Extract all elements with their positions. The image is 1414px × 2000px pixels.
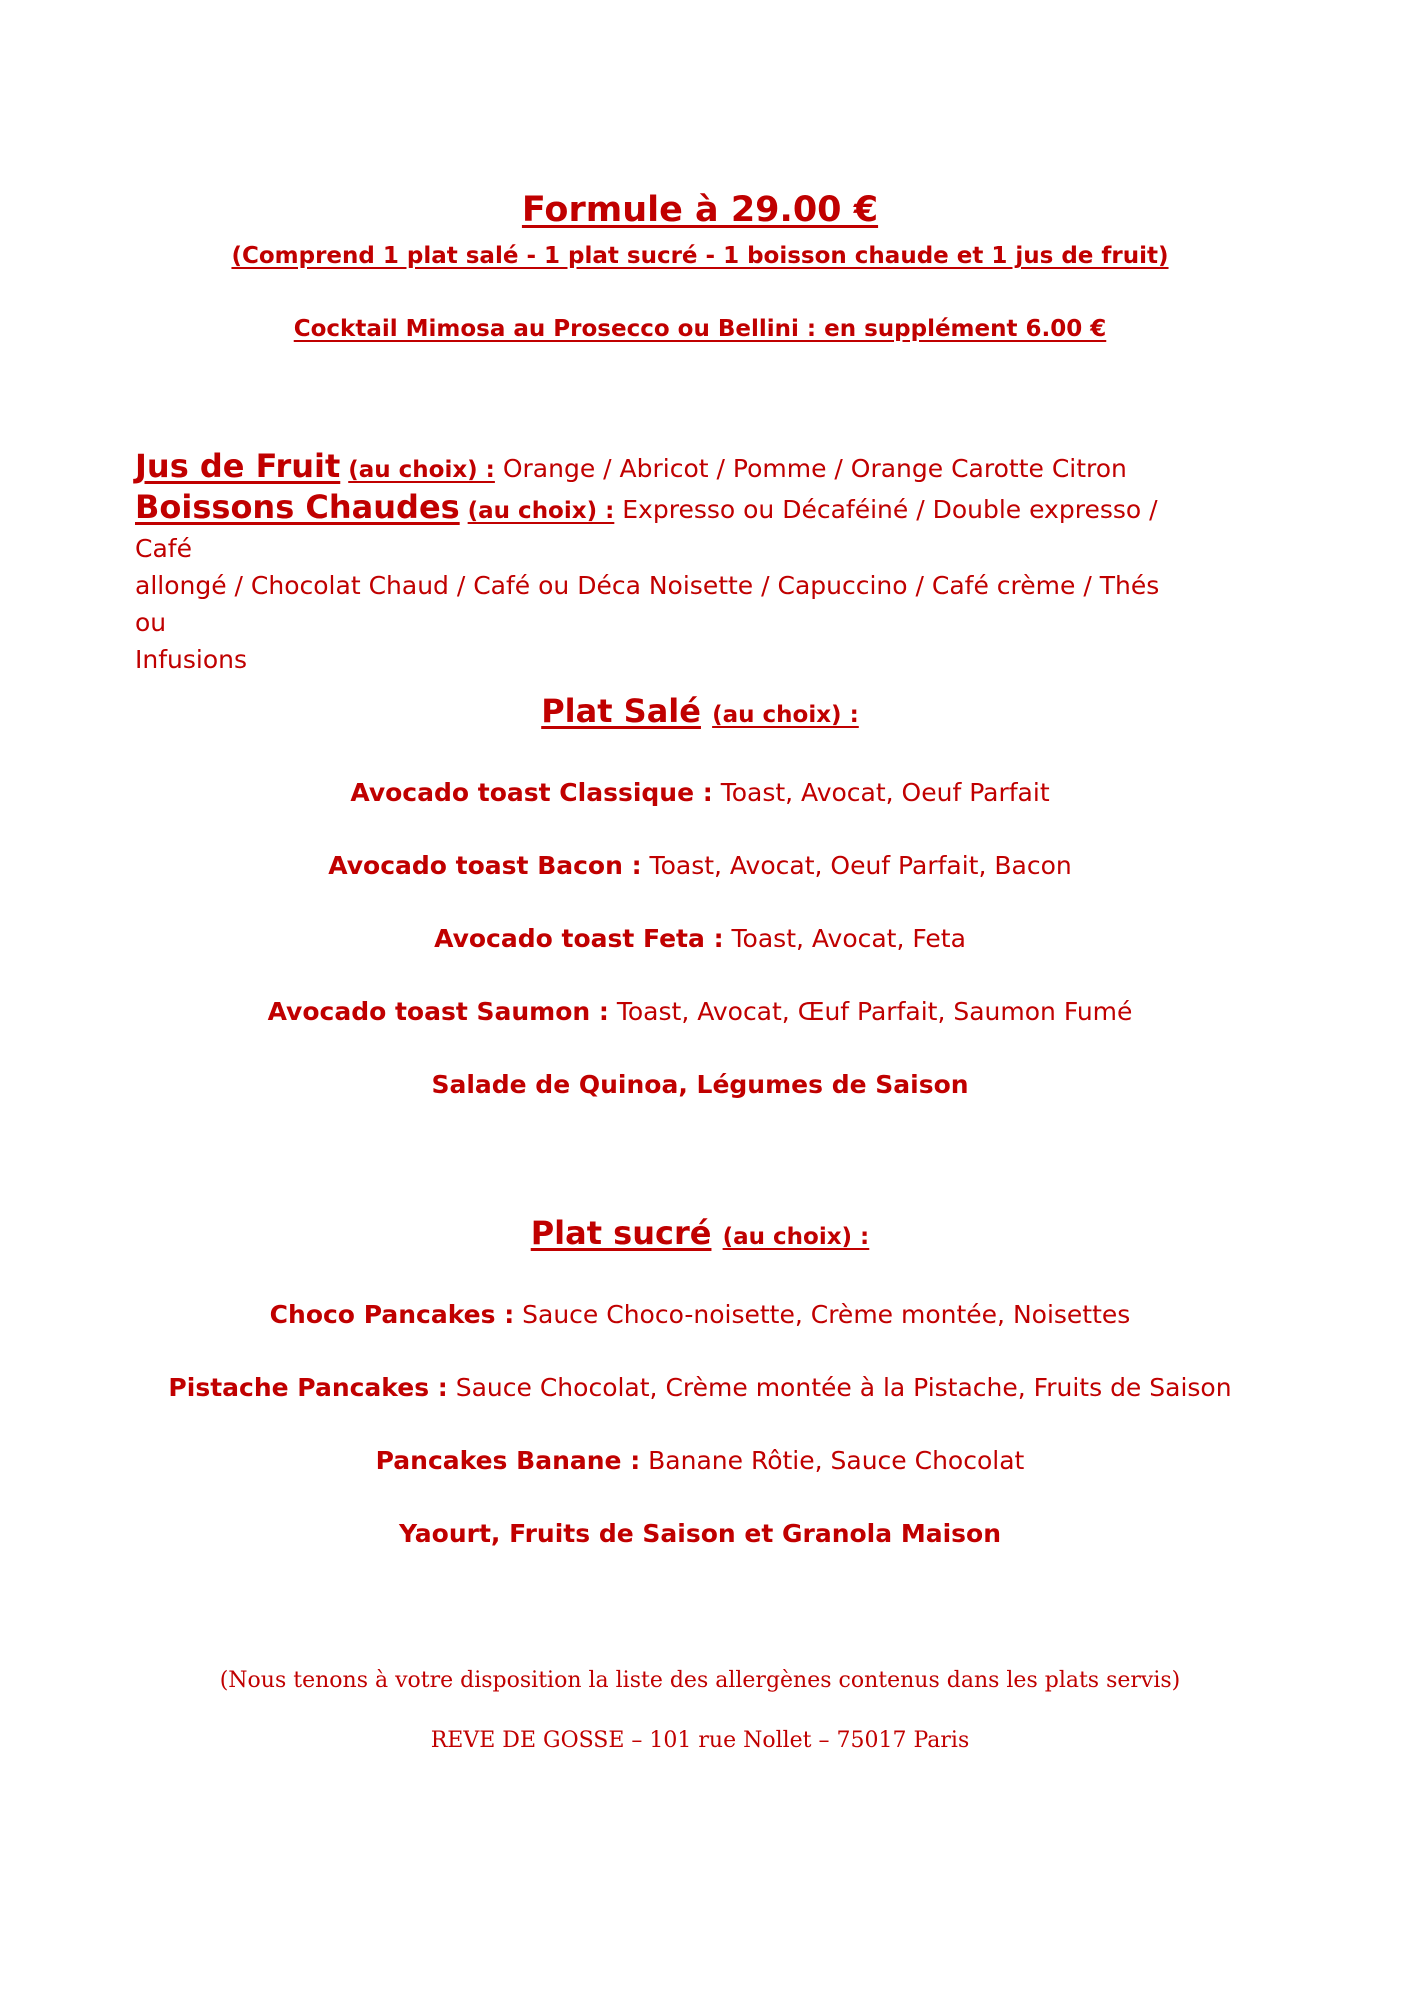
drinks-section <box>135 448 1195 678</box>
cocktail-supplement: Cocktail Mimosa au Prosecco ou Bellini : en supplément 6.00 € <box>293 316 1107 342</box>
dish-choco-pancakes <box>0 1300 1400 1329</box>
plat-sale-title: Plat Salé <box>541 692 701 730</box>
plat-sale-choix: (au choix) : <box>712 702 859 728</box>
jus-heading: Jus de Fruit <box>135 447 341 485</box>
dish-avocado-classique <box>0 778 1400 807</box>
dish-pistache-pancakes <box>0 1373 1400 1402</box>
dish-name: Avocado toast Feta : <box>434 924 724 953</box>
dish-desc: Sauce Chocolat, Crème montée à la Pistache, Fruits de Saison <box>447 1373 1232 1402</box>
boissons-choix: (au choix) : <box>467 498 615 524</box>
boissons-heading: Boissons Chaudes <box>135 488 460 526</box>
boissons-items-2: allongé / Chocolat Chaud / Café ou Déca Noisette / Capuccino / Café crème / Thés ou <box>135 571 1160 637</box>
dish-name: Pistache Pancakes : <box>168 1373 448 1402</box>
dish-desc: Toast, Avocat, Feta <box>723 924 966 953</box>
formule-subtitle: (Comprend 1 plat salé - 1 plat sucré - 1 boisson chaude et 1 jus de fruit) <box>231 243 1169 269</box>
dish-avocado-saumon <box>0 997 1400 1026</box>
dish-salade-quinoa <box>0 1070 1400 1099</box>
dish-desc: Banane Rôtie, Sauce Chocolat <box>640 1446 1025 1475</box>
plat-sale-heading <box>0 692 1400 730</box>
dish-pancakes-banane <box>0 1446 1400 1475</box>
boissons-line-1 <box>135 489 1195 567</box>
dish-name: Avocado toast Saumon : <box>267 997 609 1026</box>
plat-sucre-title: Plat sucré <box>530 1214 712 1252</box>
dish-avocado-feta <box>0 924 1400 953</box>
jus-line <box>135 448 1195 489</box>
dish-yaourt-granola <box>0 1519 1400 1548</box>
jus-choix: (au choix) : <box>348 457 495 483</box>
dish-name: Yaourt, Fruits de Saison et Granola Maison <box>398 1519 1001 1548</box>
dish-desc: Toast, Avocat, Oeuf Parfait <box>712 778 1050 807</box>
plat-sucre-choix: (au choix) : <box>722 1224 870 1250</box>
dish-name: Choco Pancakes : <box>269 1300 515 1329</box>
boissons-items-1: Expresso ou Décaféiné / Double expresso / Café <box>135 495 1158 563</box>
plat-sucre-heading <box>0 1214 1400 1252</box>
allergens-note: (Nous tenons à votre disposition la liste des allergènes contenus dans les plats servis) <box>219 1668 1181 1693</box>
boissons-items-3: Infusions <box>135 645 247 674</box>
restaurant-address: REVE DE GOSSE – 101 rue Nollet – 75017 Paris <box>430 1728 970 1753</box>
dish-desc: Toast, Avocat, Œuf Parfait, Saumon Fumé <box>608 997 1133 1026</box>
dish-name: Avocado toast Classique : <box>350 778 713 807</box>
dish-desc: Sauce Choco-noisette, Crème montée, Noisettes <box>514 1300 1131 1329</box>
formule-title: Formule à 29.00 € <box>521 190 879 230</box>
dish-desc: Toast, Avocat, Oeuf Parfait, Bacon <box>641 851 1072 880</box>
dish-name: Pancakes Banane : <box>375 1446 641 1475</box>
dish-name: Avocado toast Bacon : <box>328 851 642 880</box>
jus-items: Orange / Abricot / Pomme / Orange Carotte Citron <box>502 454 1127 483</box>
dish-name: Salade de Quinoa, Légumes de Saison <box>431 1070 969 1099</box>
dish-avocado-bacon <box>0 851 1400 880</box>
